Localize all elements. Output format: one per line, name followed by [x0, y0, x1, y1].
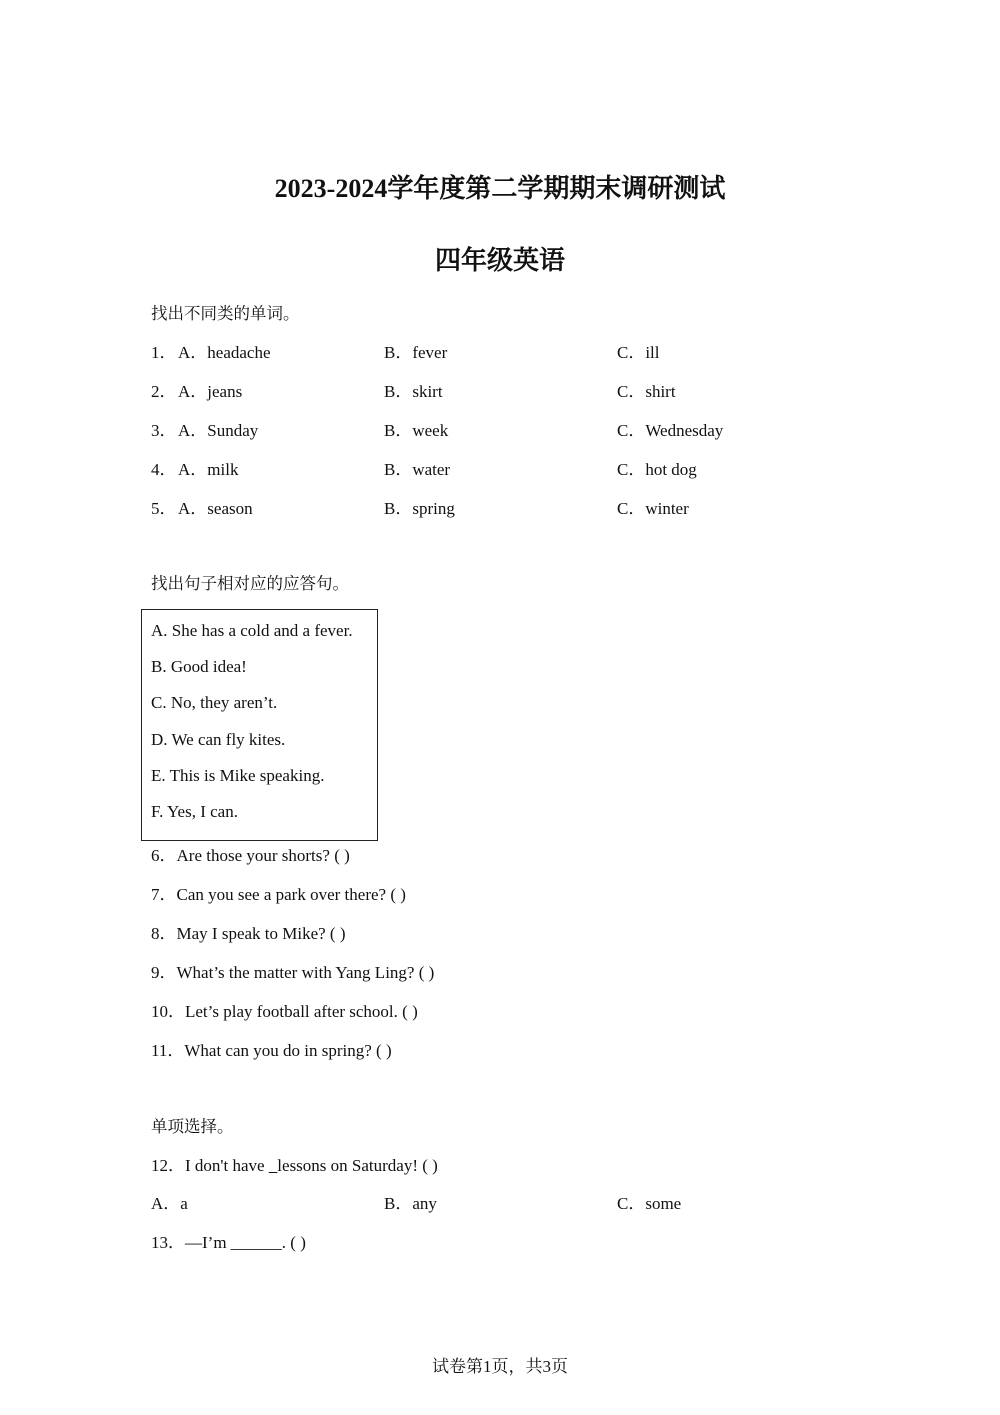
- question-number: 3．: [151, 421, 177, 440]
- question-text: 12．I don't have: [151, 1156, 269, 1175]
- option-b: B．spring: [384, 499, 455, 518]
- option-c: C．shirt: [617, 382, 676, 401]
- page-footer: 试卷第1页，共3页: [432, 1357, 568, 1376]
- option-a: A．jeans: [178, 382, 243, 401]
- answer-option: D. We can fly kites.: [151, 730, 286, 749]
- option-a: A．season: [178, 499, 253, 518]
- option-c: C．Wednesday: [617, 421, 724, 440]
- question-number: 5．: [151, 499, 177, 518]
- answer-option: A. She has a cold and a fever.: [151, 621, 353, 640]
- answer-option: E. This is Mike speaking.: [151, 766, 325, 785]
- option-a: A．a: [151, 1194, 188, 1213]
- question-line: 13．—I’m ______. ( ): [151, 1233, 306, 1252]
- question-line: 11．What can you do in spring? ( ): [151, 1041, 392, 1060]
- option-c: C．some: [617, 1194, 682, 1213]
- question-line: 10．Let’s play football after school. ( ): [151, 1002, 418, 1021]
- option-b: B．fever: [384, 343, 448, 362]
- question-number: 4．: [151, 460, 177, 479]
- option-b: B．water: [384, 460, 451, 479]
- question-line: 7．Can you see a park over there? ( ): [151, 885, 406, 904]
- option-b: B．any: [384, 1194, 437, 1213]
- option-c: C．hot dog: [617, 460, 697, 479]
- option-c: C．ill: [617, 343, 660, 362]
- question-line: 8．May I speak to Mike? ( ): [151, 924, 346, 943]
- answer-option: F. Yes, I can.: [151, 802, 238, 821]
- question-text: lessons on Saturday! ( ): [277, 1156, 438, 1175]
- option-a: A．headache: [178, 343, 271, 362]
- question-number: 1．: [151, 343, 177, 362]
- question-number: 2．: [151, 382, 177, 401]
- option-b: B．week: [384, 421, 449, 440]
- option-a: A．milk: [178, 460, 239, 479]
- section-heading: 单项选择。: [151, 1117, 234, 1136]
- page-subtitle: 四年级英语: [434, 246, 565, 275]
- section-heading: 找出不同类的单词。: [151, 304, 300, 323]
- section-heading: 找出句子相对应的应答句。: [151, 574, 349, 593]
- question-line: [151, 1154, 438, 1178]
- question-line: 9．What’s the matter with Yang Ling? ( ): [151, 963, 435, 982]
- option-a: A．Sunday: [178, 421, 259, 440]
- question-line: 6．Are those your shorts? ( ): [151, 846, 350, 865]
- option-b: B．skirt: [384, 382, 443, 401]
- page-title: 2023-2024学年度第二学期期末调研测试: [274, 174, 726, 203]
- answer-option: B. Good idea!: [151, 657, 247, 676]
- option-c: C．winter: [617, 499, 689, 518]
- answer-option: C. No, they aren’t.: [151, 693, 278, 712]
